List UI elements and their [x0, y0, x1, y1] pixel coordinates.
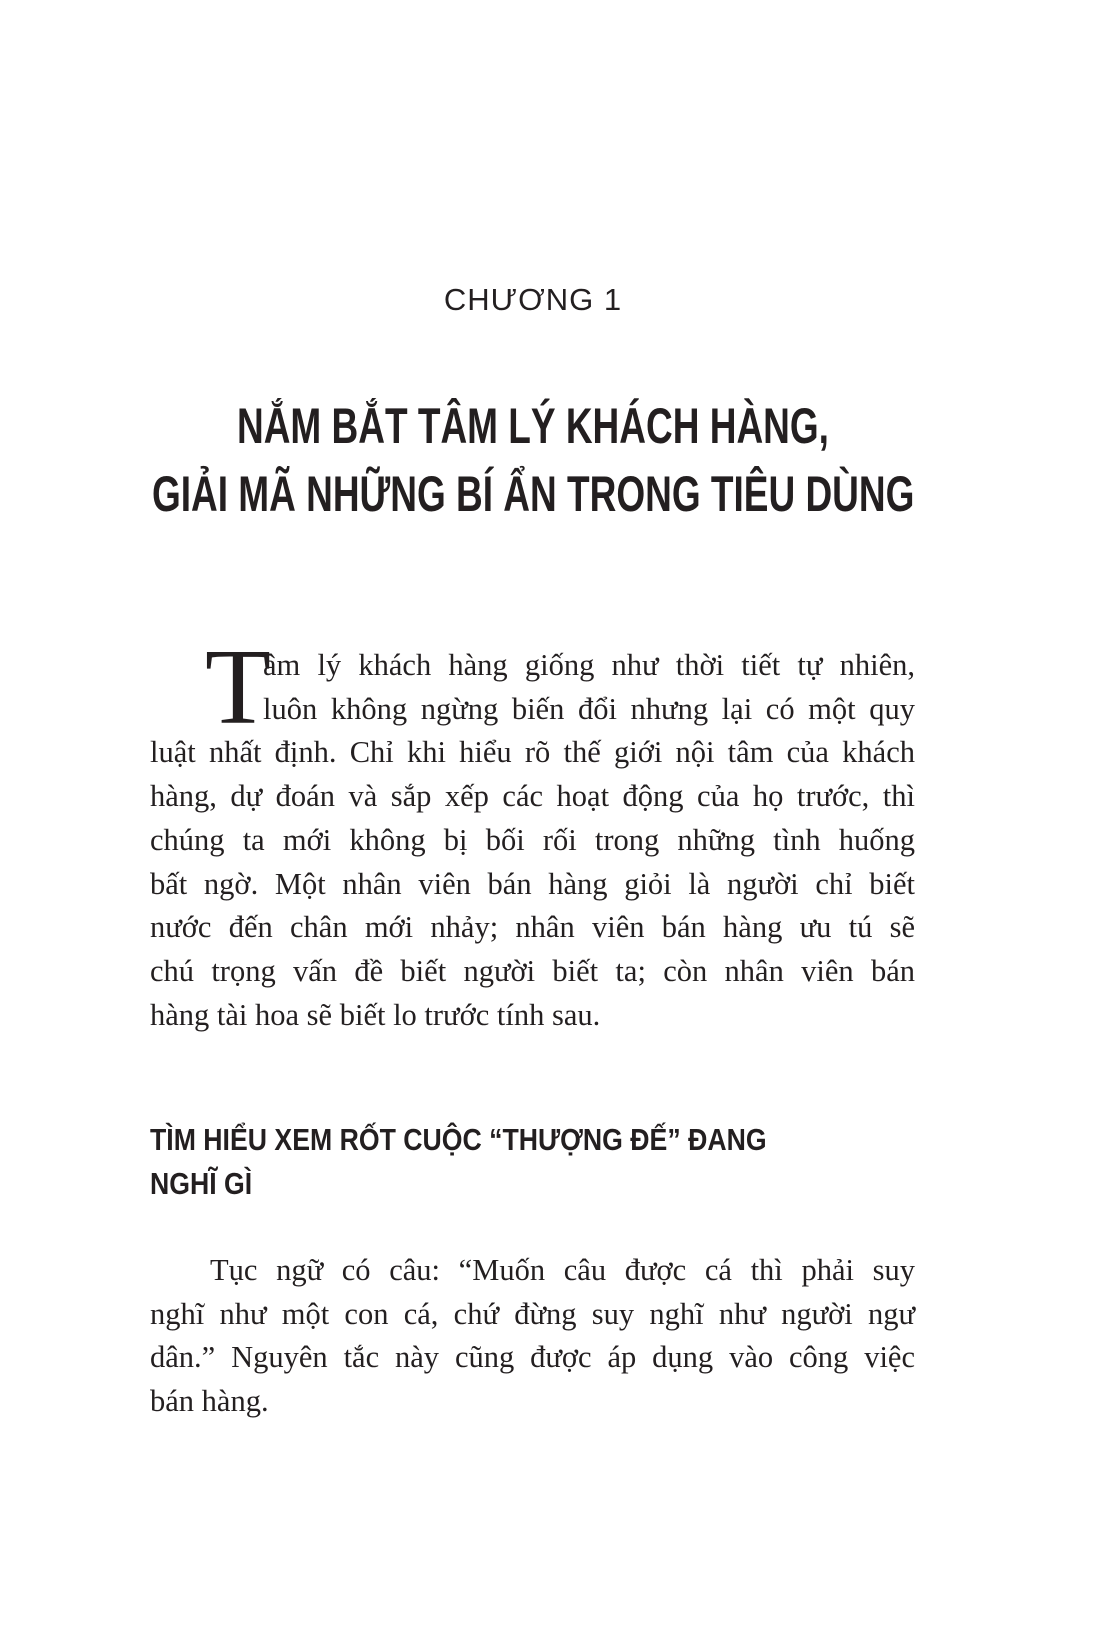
- paragraph-line: Tục ngữ có câu: “Muốn câu được cá thì phải suy: [210, 1253, 915, 1287]
- paragraph-line: chúng ta mới không bị bối rối trong những tình huống: [150, 822, 915, 857]
- section-heading-line: TÌM HIỂU XEM RỐT CUỘC “THƯỢNG ĐẾ” ĐANG: [150, 1122, 767, 1157]
- chapter-title-line: GIẢI MÃ NHỮNG BÍ ẨN TRONG TIÊU DÙNG: [151, 466, 915, 522]
- paragraph-line: luôn không ngừng biến đổi nhưng lại có một quy: [263, 691, 915, 726]
- section-heading-line: NGHĨ GÌ: [150, 1166, 253, 1201]
- paragraph-line: bất ngờ. Một nhân viên bán hàng giỏi là người chỉ biết: [150, 866, 915, 901]
- section-heading: [150, 1118, 910, 1206]
- chapter-label: CHƯƠNG 1: [443, 282, 623, 317]
- section-paragraph: [150, 1249, 915, 1424]
- intro-paragraph: [150, 628, 915, 1037]
- paragraph-line: bán hàng.: [150, 1384, 269, 1419]
- chapter-title-line: NẮM BẮT TÂM LÝ KHÁCH HÀNG,: [237, 398, 829, 454]
- drop-cap: T: [205, 628, 271, 747]
- paragraph-line: hàng, dự đoán và sắp xếp các hoạt động của họ trước, thì: [150, 779, 915, 814]
- paragraph-line: luật nhất định. Chỉ khi hiểu rõ thế giới nội tâm của khách: [150, 735, 915, 770]
- paragraph-line: nghĩ như một con cá, chứ đừng suy nghĩ như người ngư: [150, 1296, 915, 1331]
- paragraph-line: dân.” Nguyên tắc này cũng được áp dụng vào công việc: [150, 1340, 915, 1375]
- paragraph-line: hàng tài hoa sẽ biết lo trước tính sau.: [150, 997, 601, 1032]
- chapter-title: [0, 392, 1066, 528]
- paragraph-line: âm lý khách hàng giống như thời tiết tự nhiên,: [263, 648, 915, 682]
- paragraph-line: chú trọng vấn đề biết người biết ta; còn nhân viên bán: [150, 953, 915, 988]
- paragraph-line: nước đến chân mới nhảy; nhân viên bán hàng ưu tú sẽ: [150, 910, 915, 945]
